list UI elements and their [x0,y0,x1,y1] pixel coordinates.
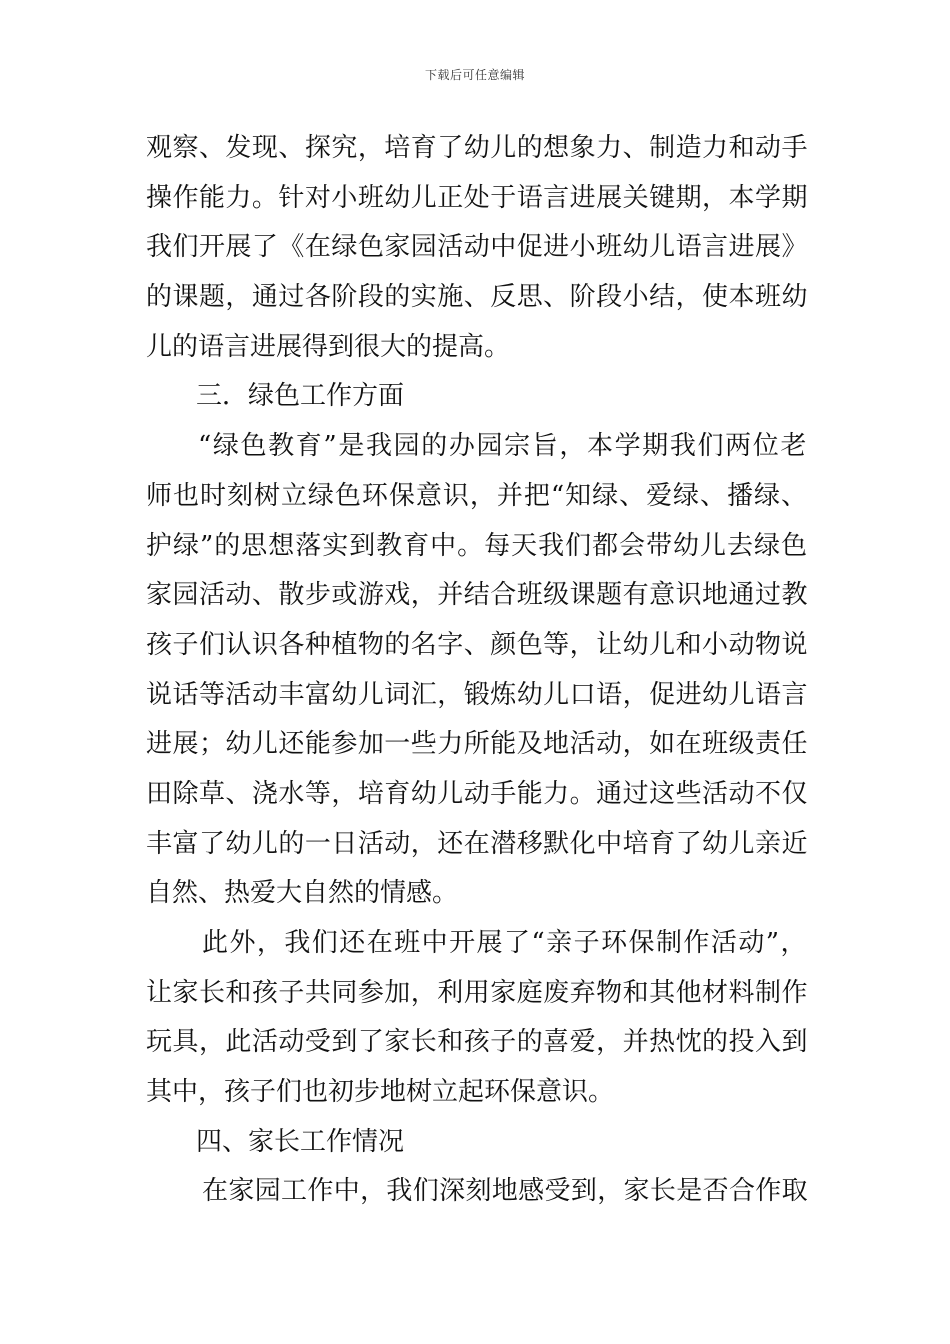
text-line: 家园活动、散步或游戏，并结合班级课题有意识地通过教 [146,580,808,611]
text-line: 的课题，通过各阶段的实施、反思、阶段小结，使本班幼 [146,282,808,313]
text-line: 我们开展了《在绿色家园活动中促进小班幼儿语言进展》 [146,232,808,263]
text-line: 说话等活动丰富幼儿词汇，锻炼幼儿口语，促进幼儿语言 [146,679,808,710]
text-line: 田除草、浇水等，培育幼儿动手能力。通过这些活动不仅 [146,778,808,809]
text-line: 丰富了幼儿的一日活动，还在潜移默化中培育了幼儿亲近 [146,828,808,859]
text-line: 自然、热爱大自然的情感。 [146,878,459,909]
text-line: 护绿”的思想落实到教育中。每天我们都会带幼儿去绿色 [146,530,808,561]
page-header: 下载后可任意编辑 [424,68,525,82]
text-line: 孩子们认识各种植物的名字、颜色等，让幼儿和小动物说 [146,629,808,660]
text-line: 在家园工作中，我们深刻地感受到，家长是否合作取 [202,1176,808,1207]
text-line: 此外，我们还在班中开展了“亲子环保制作活动”， [202,928,808,958]
text-line: “绿色教育”是我园的办园宗旨，本学期我们两位老 [198,431,808,462]
text-line: 儿的语言进展得到很大的提高。 [146,331,511,362]
text-line: 玩具，此活动受到了家长和孩子的喜爱，并热忱的投入到 [146,1027,808,1058]
text-line: 师也时刻树立绿色环保意识，并把“知绿、爱绿、播绿、 [146,480,808,511]
text-line: 四、家长工作情况 [196,1126,405,1157]
text-line: 其中，孩子们也初步地树立起环保意识。 [146,1077,615,1108]
text-line: 三．绿色工作方面 [196,381,405,412]
text-line: 操作能力。针对小班幼儿正处于语言进展关键期，本学期 [146,182,808,213]
text-line: 进展；幼儿还能参加一些力所能及地活动，如在班级责任 [146,729,808,760]
text-line: 观察、发现、探究，培育了幼儿的想象力、制造力和动手 [146,133,808,163]
text-line: 让家长和孩子共同参加，利用家庭废弃物和其他材料制作 [146,977,808,1008]
document-body [146,124,808,1217]
